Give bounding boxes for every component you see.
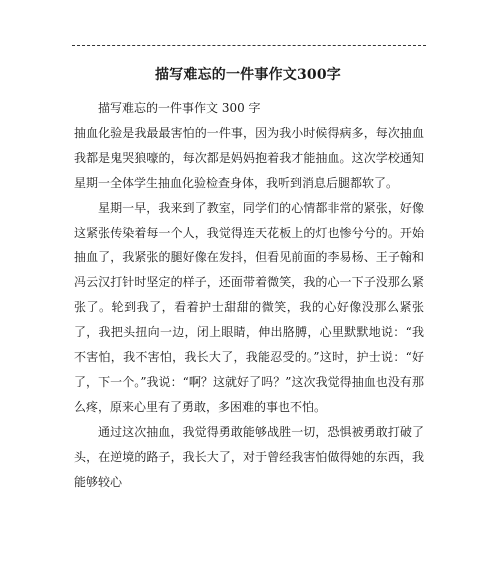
paragraph-1: 抽血化验是我最最害怕的一件事，因为我小时候得病多，每次抽血我都是鬼哭狼嚎的，每次都是妈妈抱着我才能抽血。这次学校通知星期一全体学生抽血化验检查身体，我听到消息后腿都软了。 (74, 125, 424, 190)
document-subtitle: 描写难忘的一件事作文 300 字 (98, 101, 261, 115)
document-body (74, 96, 424, 495)
document-title: 描写难忘的一件事作文300字 (154, 67, 342, 83)
paragraph-3: 通过这次抽血，我觉得勇敢能够战胜一切，恐惧被勇敢打破了头，在逆境的路子，我长大了，对于曾经我害怕做得她的东西，我能够较心 (74, 424, 424, 489)
header-divider (72, 45, 426, 46)
paragraph-2: 星期一早，我来到了教室，同学们的心情都非常的紧张，好像这紧张传染着每一个人，我觉得连天花板上的灯也惨兮兮的。开始抽血了，我紧张的腿好像在发抖，但看见前面的李易杨、王子翰和冯云汉打针时坚定的样子，还面带着微笑，我的心一下子没那么紧张了。轮到我了，看着护士甜甜的微笑，我的心好像没那么紧张了，我把头扭向一边，闭上眼睛，伸出胳膊，心里默默地说：“我不害怕，我不害怕，我长大了，我能忍受的。”这时，护士说：“好了，下一个。”我说：“啊？这就好了吗？”这次我觉得抽血也没有那么疼，原来心里有了勇敢，多困难的事也不怕。 (74, 200, 424, 414)
